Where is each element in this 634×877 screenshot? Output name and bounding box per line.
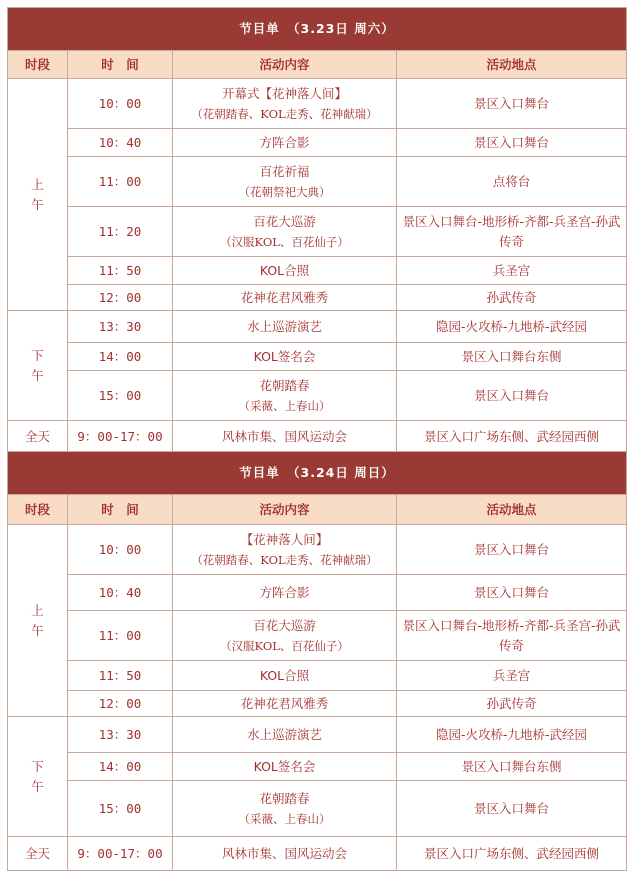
header-location: 活动地点 (397, 495, 627, 525)
time-cell: 14：00 (68, 343, 173, 371)
activity-detail: （采薇、上春山） (238, 398, 331, 413)
table-row (8, 371, 627, 421)
time-cell: 10：40 (68, 575, 173, 611)
header-time: 时 间 (68, 495, 173, 525)
header-period: 时段 (8, 495, 68, 525)
activity-detail: （花朝踏春、KOL走秀、花神献瑞） (191, 552, 378, 567)
activity-detail: （花朝祭祀大典） (238, 184, 331, 199)
time-cell: 10：40 (68, 129, 173, 157)
content-cell (173, 611, 397, 661)
schedule-title: 节目单 （3.24日 周日） (8, 452, 627, 495)
allday-row (8, 837, 627, 871)
header-period: 时段 (8, 51, 68, 79)
content-cell (173, 311, 397, 343)
activity-name: 方阵合影 (259, 134, 310, 150)
allday-period-cell: 全天 (8, 421, 68, 453)
content-cell (173, 661, 397, 691)
activity-detail: （采薇、上春山） (238, 811, 331, 826)
morning-period-cell (8, 79, 68, 311)
time-cell: 14：00 (68, 753, 173, 781)
content-cell (173, 207, 397, 257)
content-cell: 风林市集、国风运动会 (173, 421, 397, 453)
activity-name: 花朝踏春 (259, 377, 310, 393)
location-cell: 景区入口舞台 (397, 371, 627, 421)
activity-name: 百花祈福 (259, 163, 310, 179)
table-row (8, 311, 627, 343)
time-cell: 11：00 (68, 611, 173, 661)
time-cell: 12：00 (68, 285, 173, 311)
table-row (8, 661, 627, 691)
time-cell: 12：00 (68, 691, 173, 717)
header-content: 活动内容 (173, 495, 397, 525)
title-row (8, 8, 627, 51)
activity-name: KOL合照 (259, 667, 310, 683)
location-cell: 景区入口舞台 (397, 79, 627, 129)
afternoon-label-char: 下 (31, 758, 44, 774)
header-row (8, 51, 627, 79)
table-row (8, 129, 627, 157)
activity-name: 开幕式【花神落人间】 (221, 85, 347, 101)
table-row (8, 343, 627, 371)
activity-name: KOL签名会 (253, 348, 316, 364)
table-row (8, 753, 627, 781)
afternoon-label-char: 午 (31, 778, 44, 794)
allday-period-cell: 全天 (8, 837, 68, 871)
location-cell: 孙武传奇 (397, 691, 627, 717)
morning-label-char: 上 (31, 602, 44, 618)
location-cell: 兵圣宫 (397, 661, 627, 691)
table-row (8, 525, 627, 575)
header-location: 活动地点 (397, 51, 627, 79)
content-cell (173, 525, 397, 575)
activity-name: 水上巡游演艺 (246, 726, 322, 742)
content-cell (173, 129, 397, 157)
location-cell: 隐园-火攻桥-九地桥-武经园 (397, 311, 627, 343)
content-cell (173, 79, 397, 129)
time-cell: 11：50 (68, 257, 173, 285)
schedule-table-day-2 (7, 451, 627, 871)
location-cell: 景区入口舞台 (397, 575, 627, 611)
location-cell: 隐园-火攻桥-九地桥-武经园 (397, 717, 627, 753)
schedule-table-day-1 (7, 7, 627, 453)
content-cell (173, 691, 397, 717)
title-row (8, 452, 627, 495)
location-cell: 景区入口舞台 (397, 781, 627, 837)
activity-name: KOL签名会 (253, 758, 316, 774)
activity-name: 百花大巡游 (253, 617, 316, 633)
time-cell: 9：00-17：00 (68, 837, 173, 871)
time-cell: 9：00-17：00 (68, 421, 173, 453)
location-cell: 景区入口舞台东侧 (397, 753, 627, 781)
content-cell (173, 781, 397, 837)
location-cell: 景区入口舞台-地形桥-齐都-兵圣宫-孙武传奇 (397, 611, 627, 661)
table-row (8, 611, 627, 661)
time-cell: 15：00 (68, 781, 173, 837)
morning-period-cell (8, 525, 68, 717)
activity-name: 花神花君风雅秀 (240, 289, 329, 305)
activity-name: 百花大巡游 (253, 213, 316, 229)
table-row (8, 575, 627, 611)
header-time: 时 间 (68, 51, 173, 79)
content-cell: 风林市集、国风运动会 (173, 837, 397, 871)
content-cell (173, 371, 397, 421)
time-cell: 15：00 (68, 371, 173, 421)
activity-detail: （花朝踏春、KOL走秀、花神献瑞） (191, 106, 378, 121)
allday-row (8, 421, 627, 453)
table-row (8, 691, 627, 717)
morning-label-char: 午 (31, 622, 44, 638)
location-cell: 景区入口舞台 (397, 129, 627, 157)
table-row (8, 717, 627, 753)
content-cell (173, 717, 397, 753)
time-cell: 11：50 (68, 661, 173, 691)
content-cell (173, 575, 397, 611)
location-cell: 景区入口广场东侧、武经园西侧 (397, 837, 627, 871)
content-cell (173, 285, 397, 311)
activity-detail: （汉服KOL、百花仙子） (220, 234, 349, 249)
activity-name: KOL合照 (259, 262, 310, 278)
content-cell (173, 343, 397, 371)
morning-label-char: 午 (31, 196, 44, 212)
location-cell: 点将台 (397, 157, 627, 207)
location-cell: 景区入口舞台东侧 (397, 343, 627, 371)
location-cell: 兵圣宫 (397, 257, 627, 285)
table-row (8, 285, 627, 311)
activity-name: 【花神落人间】 (240, 531, 329, 547)
activity-detail: （汉服KOL、百花仙子） (220, 638, 349, 653)
afternoon-period-cell (8, 311, 68, 421)
content-cell (173, 157, 397, 207)
location-cell: 景区入口舞台-地形桥-齐都-兵圣宫-孙武传奇 (397, 207, 627, 257)
table-row (8, 79, 627, 129)
time-cell: 13：30 (68, 717, 173, 753)
content-cell (173, 753, 397, 781)
activity-name: 花神花君风雅秀 (240, 695, 329, 711)
activity-name: 方阵合影 (259, 584, 310, 600)
header-content: 活动内容 (173, 51, 397, 79)
location-cell: 孙武传奇 (397, 285, 627, 311)
location-cell: 景区入口舞台 (397, 525, 627, 575)
time-cell: 11：00 (68, 157, 173, 207)
time-cell: 10：00 (68, 525, 173, 575)
activity-name: 花朝踏春 (259, 790, 310, 806)
table-row (8, 207, 627, 257)
header-row (8, 495, 627, 525)
table-row (8, 781, 627, 837)
schedule-title: 节目单 （3.23日 周六） (8, 8, 627, 51)
afternoon-period-cell (8, 717, 68, 837)
afternoon-label-char: 午 (31, 367, 44, 383)
location-cell: 景区入口广场东侧、武经园西侧 (397, 421, 627, 453)
time-cell: 10：00 (68, 79, 173, 129)
table-row (8, 157, 627, 207)
activity-name: 水上巡游演艺 (246, 318, 322, 334)
time-cell: 13：30 (68, 311, 173, 343)
content-cell (173, 257, 397, 285)
morning-label-char: 上 (31, 176, 44, 192)
table-row (8, 257, 627, 285)
time-cell: 11：20 (68, 207, 173, 257)
afternoon-label-char: 下 (31, 347, 44, 363)
